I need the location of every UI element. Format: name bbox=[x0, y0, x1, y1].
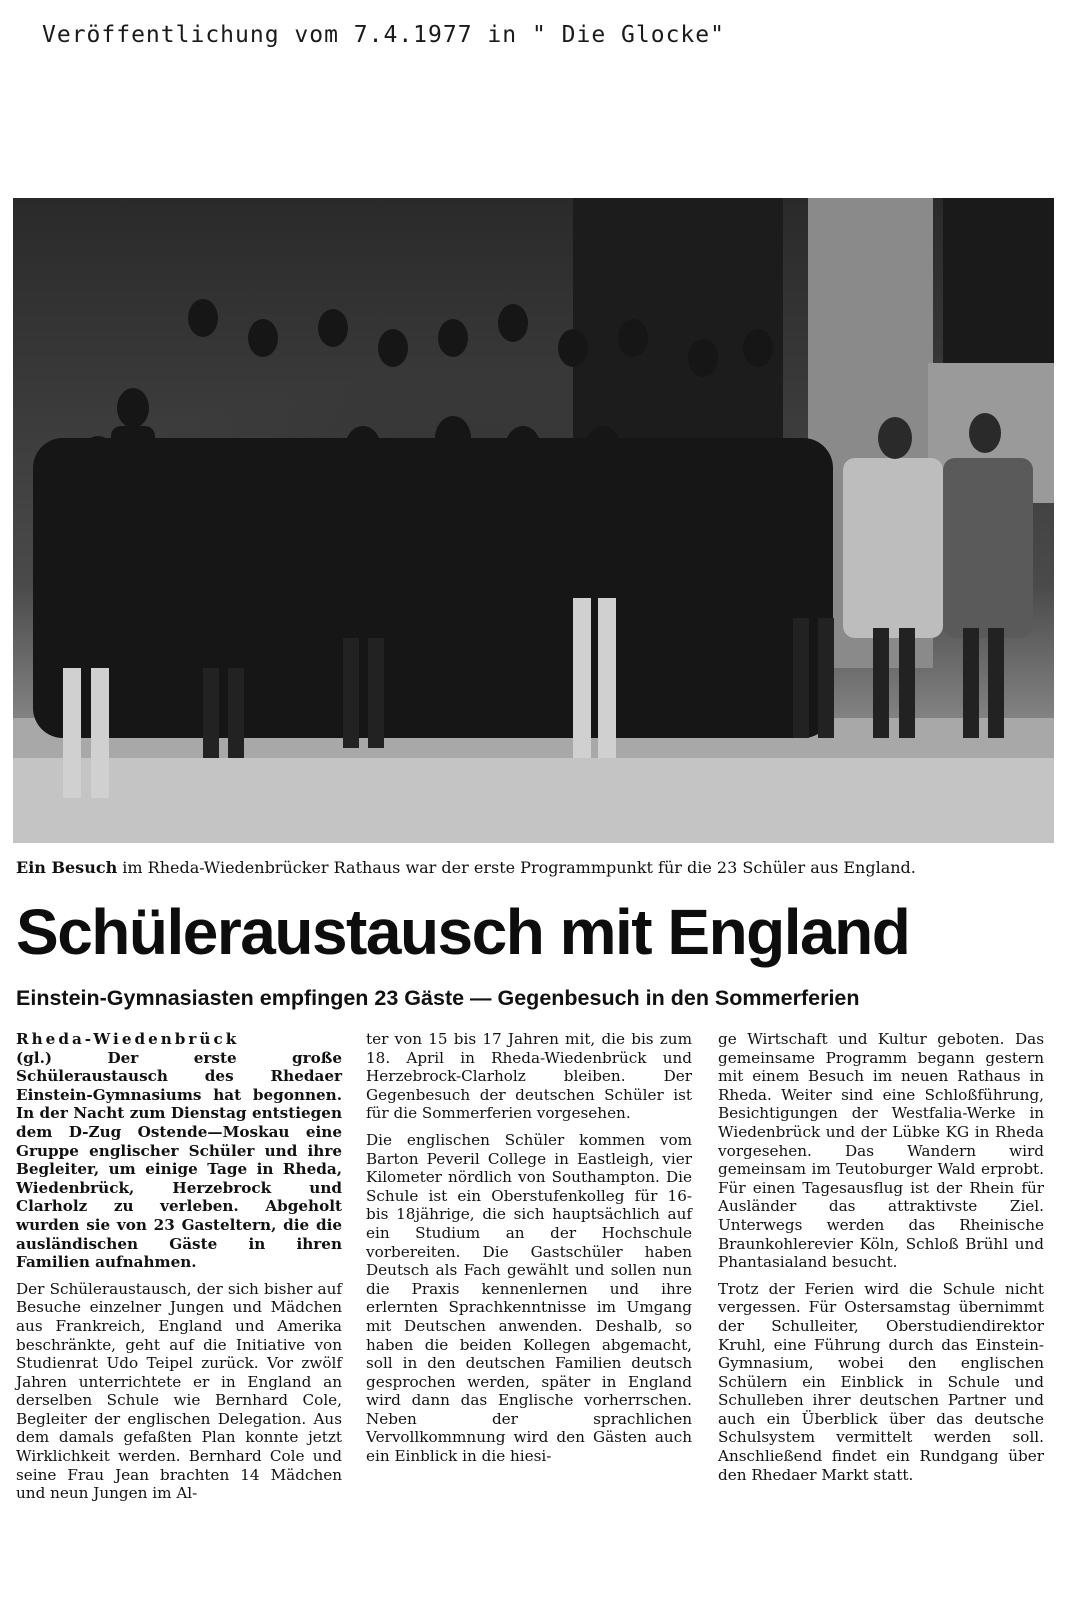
publication-line: Veröffentlichung vom 7.4.1977 in " Die Glocke" bbox=[42, 22, 725, 48]
headline: Schüleraustausch mit England bbox=[16, 896, 910, 968]
dateline: Rheda-Wiedenbrück bbox=[16, 1030, 240, 1048]
article-paragraph: ge Wirtschaft und Kultur geboten. Das gemeinsame Programm begann gestern mit einem Besuch im neuen Rathaus in Rheda. Weiter sind eine Schloßführung, Besichtigungen der Westfalia-Werke in Wiedenbrück und der Lübke KG in Rheda vorgesehen. Das Wandern wird gemeinsam im Teutoburger Wald erprobt. Für einen Tagesausflug ist der Rhein für Ausländer das attraktivste Ziel. Unterwegs werden das Rheinische Braunkohlerevier Köln, Schloß Brühl und Phantasialand besucht. bbox=[718, 1030, 1044, 1272]
caption-lead: Ein Besuch bbox=[16, 858, 118, 877]
article-paragraph: Trotz der Ferien wird die Schule nicht vergessen. Für Ostersamstag übernimmt der Schulleiter, Oberstudiendirektor Kruhl, eine Führung durch das Einstein-Gymnasium, wobei den englischen Schülern ein Einblick in Schule und Schulleben ihrer deutschen Partner und auch ein Überblick über das deutsche Schulsystem vermittelt werden soll. Anschließend findet ein Rundgang über den Rhedaer Markt statt. bbox=[718, 1279, 1044, 1484]
group-photo-illustration bbox=[13, 198, 1054, 843]
article-paragraph: Der Schüleraustausch, der sich bisher auf Besuche einzelner Jungen und Mädchen aus Frankreich, England und Amerika beschränkte, geht auf die Initiative von Studienrat Udo Teipel zurück. Vor zwölf Jahren unterrichtete er in England an derselben Schule wie Bernhard Cole, Begleiter der englischen Delegation. Aus dem damals gefaßten Plan konnte jetzt Wirklichkeit werden. Bernhard Cole und seine Frau Jean brachten 14 Mädchen und neun Jungen im Al- bbox=[16, 1279, 342, 1503]
subheadline: Einstein-Gymnasiasten empfingen 23 Gäste — Gegenbesuch in den Sommerferien bbox=[16, 986, 860, 1010]
article-paragraph: ter von 15 bis 17 Jahren mit, die bis zum 18. April in Rheda-Wiedenbrück und Herzebrock-Clarholz bleiben. Der Gegenbesuch der deutschen Schüler ist für die Sommerferien vorgesehen. bbox=[366, 1030, 692, 1123]
photo-caption bbox=[16, 858, 1056, 877]
article-lead: (gl.) Der erste große Schüleraustausch des Rhedaer Einstein-Gymnasiums hat begonnen. In der Nacht zum Dienstag entstiegen dem D-Zug Ostende—Moskau eine Gruppe englischer Schüler und ihre Begleiter, um einige Tage in Rheda, Wiedenbrück, Herzebrock und Clarholz zu verleben. Abgeholt wurden sie von 23 Gasteltern, die die ausländischen Gäste in ihren Familien aufnahmen. bbox=[16, 1048, 342, 1272]
caption-text: im Rheda-Wiedenbrücker Rathaus war der erste Programmpunkt für die 23 Schüler aus England. bbox=[117, 858, 916, 877]
article-column-3 bbox=[718, 1030, 1044, 1492]
article-paragraph: Die englischen Schüler kommen vom Barton Peveril College in Eastleigh, vier Kilometer nördlich von Southampton. Die Schule ist ein Oberstufenkolleg für 16- bis 18jährige, die sich hauptsächlich auf ein Studium an der Hochschule vorbereiten. Die Gastschüler haben Deutsch als Fach gewählt und sollen nun die Praxis kennenlernen und ihre erlernten Sprachkenntnisse im Umgang mit Deutschen anwenden. Deshalb, so haben die beiden Kollegen abgemacht, soll in den deutschen Familien deutsch gesprochen werden, später in England wird dann das Englische vorherrschen. Neben der sprachlichen Vervollkommnung wird den Gästen auch ein Einblick in die hiesi- bbox=[366, 1130, 692, 1466]
article-column-1 bbox=[16, 1030, 342, 1511]
group-photo bbox=[13, 198, 1054, 843]
article-column-2 bbox=[366, 1030, 692, 1474]
